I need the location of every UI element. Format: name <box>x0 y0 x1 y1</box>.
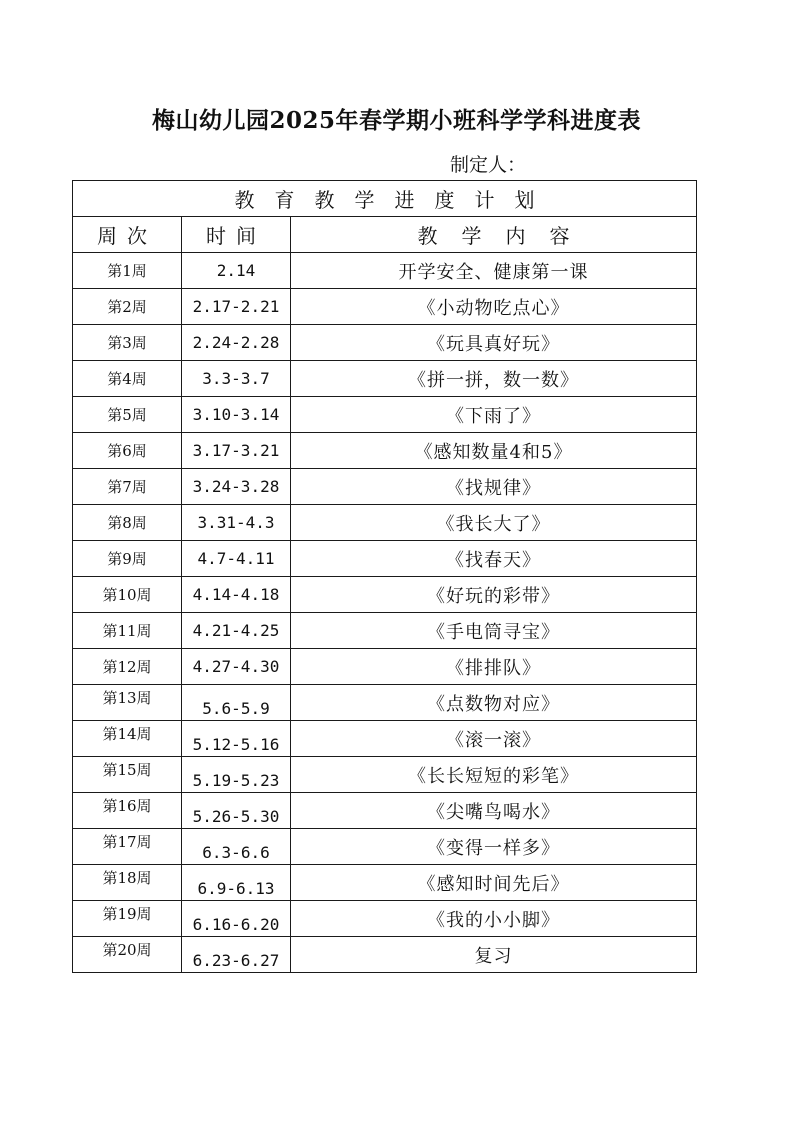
date-cell: 2.14 <box>182 253 291 289</box>
week-cell: 第17周 <box>73 829 182 865</box>
schedule-table <box>72 180 697 973</box>
table-row <box>73 721 697 757</box>
content-cell: 《找规律》 <box>291 469 697 505</box>
week-cell: 第13周 <box>73 685 182 721</box>
week-cell: 第20周 <box>73 937 182 973</box>
date-cell: 4.21-4.25 <box>182 613 291 649</box>
week-cell: 第4周 <box>73 361 182 397</box>
table-row <box>73 397 697 433</box>
table-row <box>73 793 697 829</box>
date-cell: 3.17-3.21 <box>182 433 291 469</box>
week-cell: 第16周 <box>73 793 182 829</box>
date-cell: 5.26-5.30 <box>182 793 291 829</box>
content-cell: 《找春天》 <box>291 541 697 577</box>
week-cell: 第9周 <box>73 541 182 577</box>
table-row <box>73 901 697 937</box>
table-row <box>73 865 697 901</box>
week-cell: 第15周 <box>73 757 182 793</box>
content-cell: 《玩具真好玩》 <box>291 325 697 361</box>
maker-label: 制定人： <box>450 154 527 176</box>
plan-header: 教育教学进度计划 <box>73 181 697 217</box>
content-cell: 《滚一滚》 <box>291 721 697 757</box>
content-cell: 《感知数量4和5》 <box>291 433 697 469</box>
date-cell: 4.14-4.18 <box>182 577 291 613</box>
content-cell: 复习 <box>291 937 697 973</box>
content-cell: 《变得一样多》 <box>291 829 697 865</box>
column-header-date: 时间 <box>182 217 291 253</box>
table-row <box>73 829 697 865</box>
date-cell: 2.24-2.28 <box>182 325 291 361</box>
date-cell: 6.23-6.27 <box>182 937 291 973</box>
week-cell: 第2周 <box>73 289 182 325</box>
content-cell: 《我的小小脚》 <box>291 901 697 937</box>
date-cell: 3.10-3.14 <box>182 397 291 433</box>
week-cell: 第5周 <box>73 397 182 433</box>
date-cell: 6.16-6.20 <box>182 901 291 937</box>
week-cell: 第6周 <box>73 433 182 469</box>
content-cell: 《我长大了》 <box>291 505 697 541</box>
table-row <box>73 757 697 793</box>
date-cell: 2.17-2.21 <box>182 289 291 325</box>
table-row <box>73 253 697 289</box>
date-cell: 6.9-6.13 <box>182 865 291 901</box>
table-row <box>73 289 697 325</box>
date-cell: 5.6-5.9 <box>182 685 291 721</box>
week-cell: 第18周 <box>73 865 182 901</box>
plan-header-row <box>73 181 697 217</box>
week-cell: 第12周 <box>73 649 182 685</box>
week-cell: 第3周 <box>73 325 182 361</box>
table-row <box>73 433 697 469</box>
date-cell: 6.3-6.6 <box>182 829 291 865</box>
week-cell: 第14周 <box>73 721 182 757</box>
week-cell: 第10周 <box>73 577 182 613</box>
content-cell: 《手电筒寻宝》 <box>291 613 697 649</box>
content-cell: 《拼一拼，数一数》 <box>291 361 697 397</box>
content-cell: 《好玩的彩带》 <box>291 577 697 613</box>
content-cell: 《感知时间先后》 <box>291 865 697 901</box>
date-cell: 5.12-5.16 <box>182 721 291 757</box>
content-cell: 《长长短短的彩笔》 <box>291 757 697 793</box>
table-row <box>73 937 697 973</box>
table-row <box>73 505 697 541</box>
table-row <box>73 613 697 649</box>
content-cell: 《尖嘴鸟喝水》 <box>291 793 697 829</box>
week-cell: 第19周 <box>73 901 182 937</box>
column-header-row <box>73 217 697 253</box>
date-cell: 3.31-4.3 <box>182 505 291 541</box>
document-title: 梅山幼儿园2025年春学期小班科学学科进度表 <box>151 107 641 134</box>
week-cell: 第1周 <box>73 253 182 289</box>
table-row <box>73 577 697 613</box>
week-cell: 第7周 <box>73 469 182 505</box>
content-cell: 《排排队》 <box>291 649 697 685</box>
week-cell: 第11周 <box>73 613 182 649</box>
table-row <box>73 469 697 505</box>
content-cell: 《点数物对应》 <box>291 685 697 721</box>
table-row <box>73 325 697 361</box>
table-row <box>73 361 697 397</box>
table-row <box>73 685 697 721</box>
table-row <box>73 649 697 685</box>
week-cell: 第8周 <box>73 505 182 541</box>
content-cell: 《小动物吃点心》 <box>291 289 697 325</box>
column-header-content: 教学内容 <box>291 217 697 253</box>
content-cell: 《下雨了》 <box>291 397 697 433</box>
date-cell: 4.7-4.11 <box>182 541 291 577</box>
content-cell: 开学安全、健康第一课 <box>291 253 697 289</box>
date-cell: 4.27-4.30 <box>182 649 291 685</box>
date-cell: 3.24-3.28 <box>182 469 291 505</box>
date-cell: 3.3-3.7 <box>182 361 291 397</box>
column-header-week: 周次 <box>73 217 182 253</box>
table-row <box>73 541 697 577</box>
date-cell: 5.19-5.23 <box>182 757 291 793</box>
